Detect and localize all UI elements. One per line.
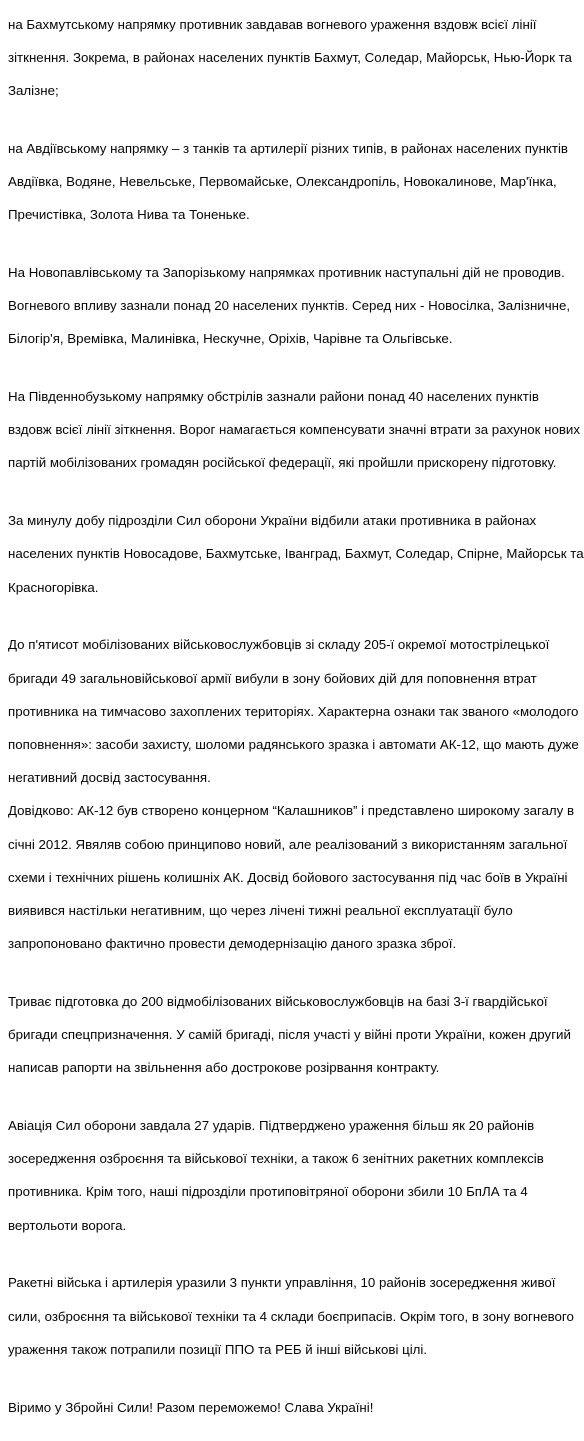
- text-line: Ракетні війська і артилерія уразили 3 пункти управління, 10 районів зосередження живої: [8, 1275, 556, 1291]
- text-line: населених пунктів Новосадове, Бахмутське, Іванград, Бахмут, Соледар, Спірне, Майорськ та: [8, 546, 584, 562]
- text-line: запропоновано фактично провести демодернізацію даного зразка зброї.: [8, 936, 457, 952]
- text-line: вздовж всієї лінії зіткнення. Ворог намагається компенсувати значні втрати за рахунок нових: [8, 422, 581, 438]
- text-line: написав рапорти на звільнення або дострокове розірвання контракту.: [8, 1060, 440, 1076]
- text-line: Віримо у Збройні Сили! Разом переможемо! Слава Україні!: [8, 1399, 374, 1415]
- text-line: противника. Крім того, наші підрозділи протиповітряної оборони збили 10 БпЛА та 4: [8, 1184, 528, 1200]
- text-line: Білогір'я, Времівка, Малинівка, Нескучне, Оріхів, Чарівне та Ольгівське.: [8, 331, 453, 347]
- text-line: Пречистівка, Золота Нива та Тоненьке.: [8, 207, 250, 223]
- text-line: Авіація Сил оборони завдала 27 ударів. Підтверджено ураження більш як 20 районів: [8, 1118, 535, 1133]
- text-line: негативний досвід застосування.: [8, 770, 211, 786]
- text-line: на Авдіївському напрямку – з танків та артилерії різних типів, в районах населених пунктів: [8, 140, 568, 156]
- text-line: противника на тимчасово захоплених територіях. Характерна ознаки так званого «молодого: [8, 703, 579, 719]
- text-line: партій мобілізованих громадян російської федерації, які пройшли прискорену підготовку.: [8, 455, 557, 471]
- text-line: На Південнобузькому напрямку обстрілів зазнали райони понад 40 населених пунктів: [8, 389, 539, 405]
- paragraph-repelled-attacks: [8, 497, 584, 613]
- paragraph-south-buh: [8, 372, 581, 488]
- text-line: За минулу добу підрозділи Сил оборони України відбили атаки противника в районах: [8, 513, 537, 529]
- text-line: вертольоти ворога.: [8, 1217, 127, 1233]
- text-line: Авдіївка, Водяне, Невельське, Первомайське, Олександропіль, Новокалинове, Мар'їнка,: [8, 173, 557, 189]
- text-line: Вогневого впливу зазнали понад 20 населених пунктів. Серед них - Новосілка, Залізничне,: [8, 298, 571, 314]
- paragraph-bakhmut: [8, 0, 572, 116]
- text-line: виявився настільки негативним, що через лічені тижні реальної експлуатації було: [8, 902, 513, 918]
- text-line: зіткнення. Зокрема, в районах населених пунктів Бахмут, Соледар, Майорськ, Нью-Йорк та: [8, 49, 572, 65]
- paragraph-mobilized-ak12: [8, 621, 579, 969]
- text-line: На Новопавлівському та Запорізькому напрямках противник наступальні дій не проводив.: [8, 264, 565, 280]
- text-line: бригади 49 загальновійськової армії вибули в зону бойових дій для поповнення втрат: [8, 670, 537, 686]
- text-line: схеми і технічних рішень колишніх АК. Досвід бойового застосування під час боїв в Україні: [8, 869, 568, 885]
- text-line: на Бахмутському напрямку противник завдавав вогневого ураження вздовж всієї лінії: [8, 16, 537, 32]
- paragraph-artillery: [8, 1259, 574, 1375]
- text-line: Залізне;: [8, 82, 59, 98]
- text-line: сили, озброєння та військової техніки та 4 склади боєприпасів. Окрім того, в зону вогневого: [8, 1308, 574, 1324]
- post-body: [8, 0, 584, 1441]
- text-line: До п'ятисот мобілізованих військовослужбовців зі складу 205-ї окремої мотострілецької: [8, 637, 550, 653]
- text-line: Довідково: АК-12 був створено концерном “Калашников” і представлено широкому загалу в: [8, 803, 575, 819]
- text-line: ураження також потрапили позиції ППО та РЕБ й інші військові цілі.: [8, 1341, 428, 1357]
- paragraph-avdiivka: [8, 124, 568, 240]
- paragraph-novopavlivka-zaporizhzhia: [8, 248, 571, 364]
- text-line: Красногорівка.: [8, 579, 99, 595]
- text-line: бригади спецпризначення. У самій бригаді, після участі у війні проти України, кожен другий: [8, 1027, 571, 1043]
- paragraph-aviation: [8, 1101, 560, 1250]
- text-line: поповнення»: засоби захисту, шоломи радянського зразка і автомати АК-12, що мають дуже: [8, 736, 579, 752]
- text-line: січні 2012. Явяляв собою принципово новий, але реалізований з використанням загальної: [8, 836, 568, 852]
- text-line: зосередження озброєння та військової техніки, а також 6 зенітних ракетних комплексів: [8, 1151, 544, 1167]
- paragraph-training-brigade: [8, 977, 571, 1093]
- text-line: Триває підготовка до 200 відмобілізованих військовослужбовців на базі 3-ї гвардійської: [8, 993, 548, 1009]
- paragraph-closing: [8, 1383, 560, 1433]
